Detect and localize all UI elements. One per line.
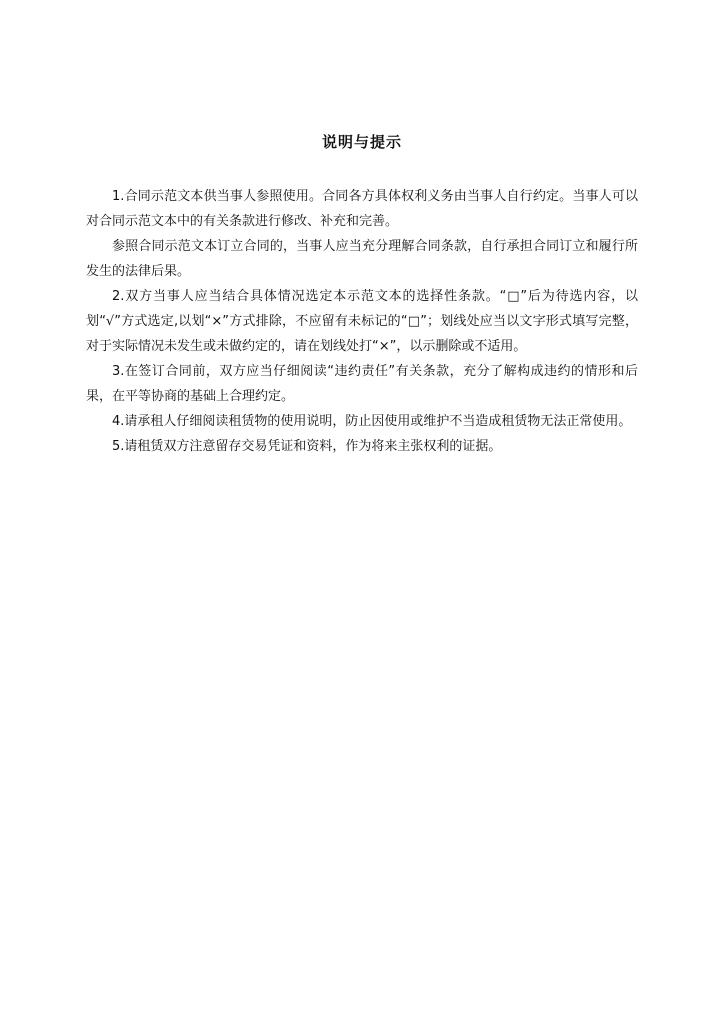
paragraph-6: 5.请租赁双方注意留存交易凭证和资料，作为将来主张权利的证据。	[112, 439, 502, 454]
paragraph-3: 2.双方当事人应当结合具体情况选定本示范文本的选择性条款。“□”后为待选内容，以划“√”方式选定,以划“×”方式排除，不应留有未标记的“□”；划线处应当以文字形式填写完整，对于实际情况未发生或未做约定的，请在划线处打“×”，以示删除或不适用。	[86, 289, 638, 354]
document-title: 说明与提示	[321, 133, 402, 151]
paragraph-5: 4.请承租人仔细阅读租赁物的使用说明，防止因使用或维护不当造成租赁物无法正常使用。	[112, 414, 632, 429]
paragraph-1: 1.合同示范文本供当事人参照使用。合同各方具体权利义务由当事人自行约定。当事人可以对合同示范文本中的有关条款进行修改、补充和完善。	[86, 189, 638, 229]
paragraph-2: 参照合同示范文本订立合同的，当事人应当充分理解合同条款，自行承担合同订立和履行所发生的法律后果。	[86, 239, 638, 279]
document-body	[86, 184, 638, 459]
paragraph-4: 3.在签订合同前，双方应当仔细阅读“违约责任”有关条款，充分了解构成违约的情形和后果，在平等协商的基础上合理约定。	[86, 364, 638, 404]
